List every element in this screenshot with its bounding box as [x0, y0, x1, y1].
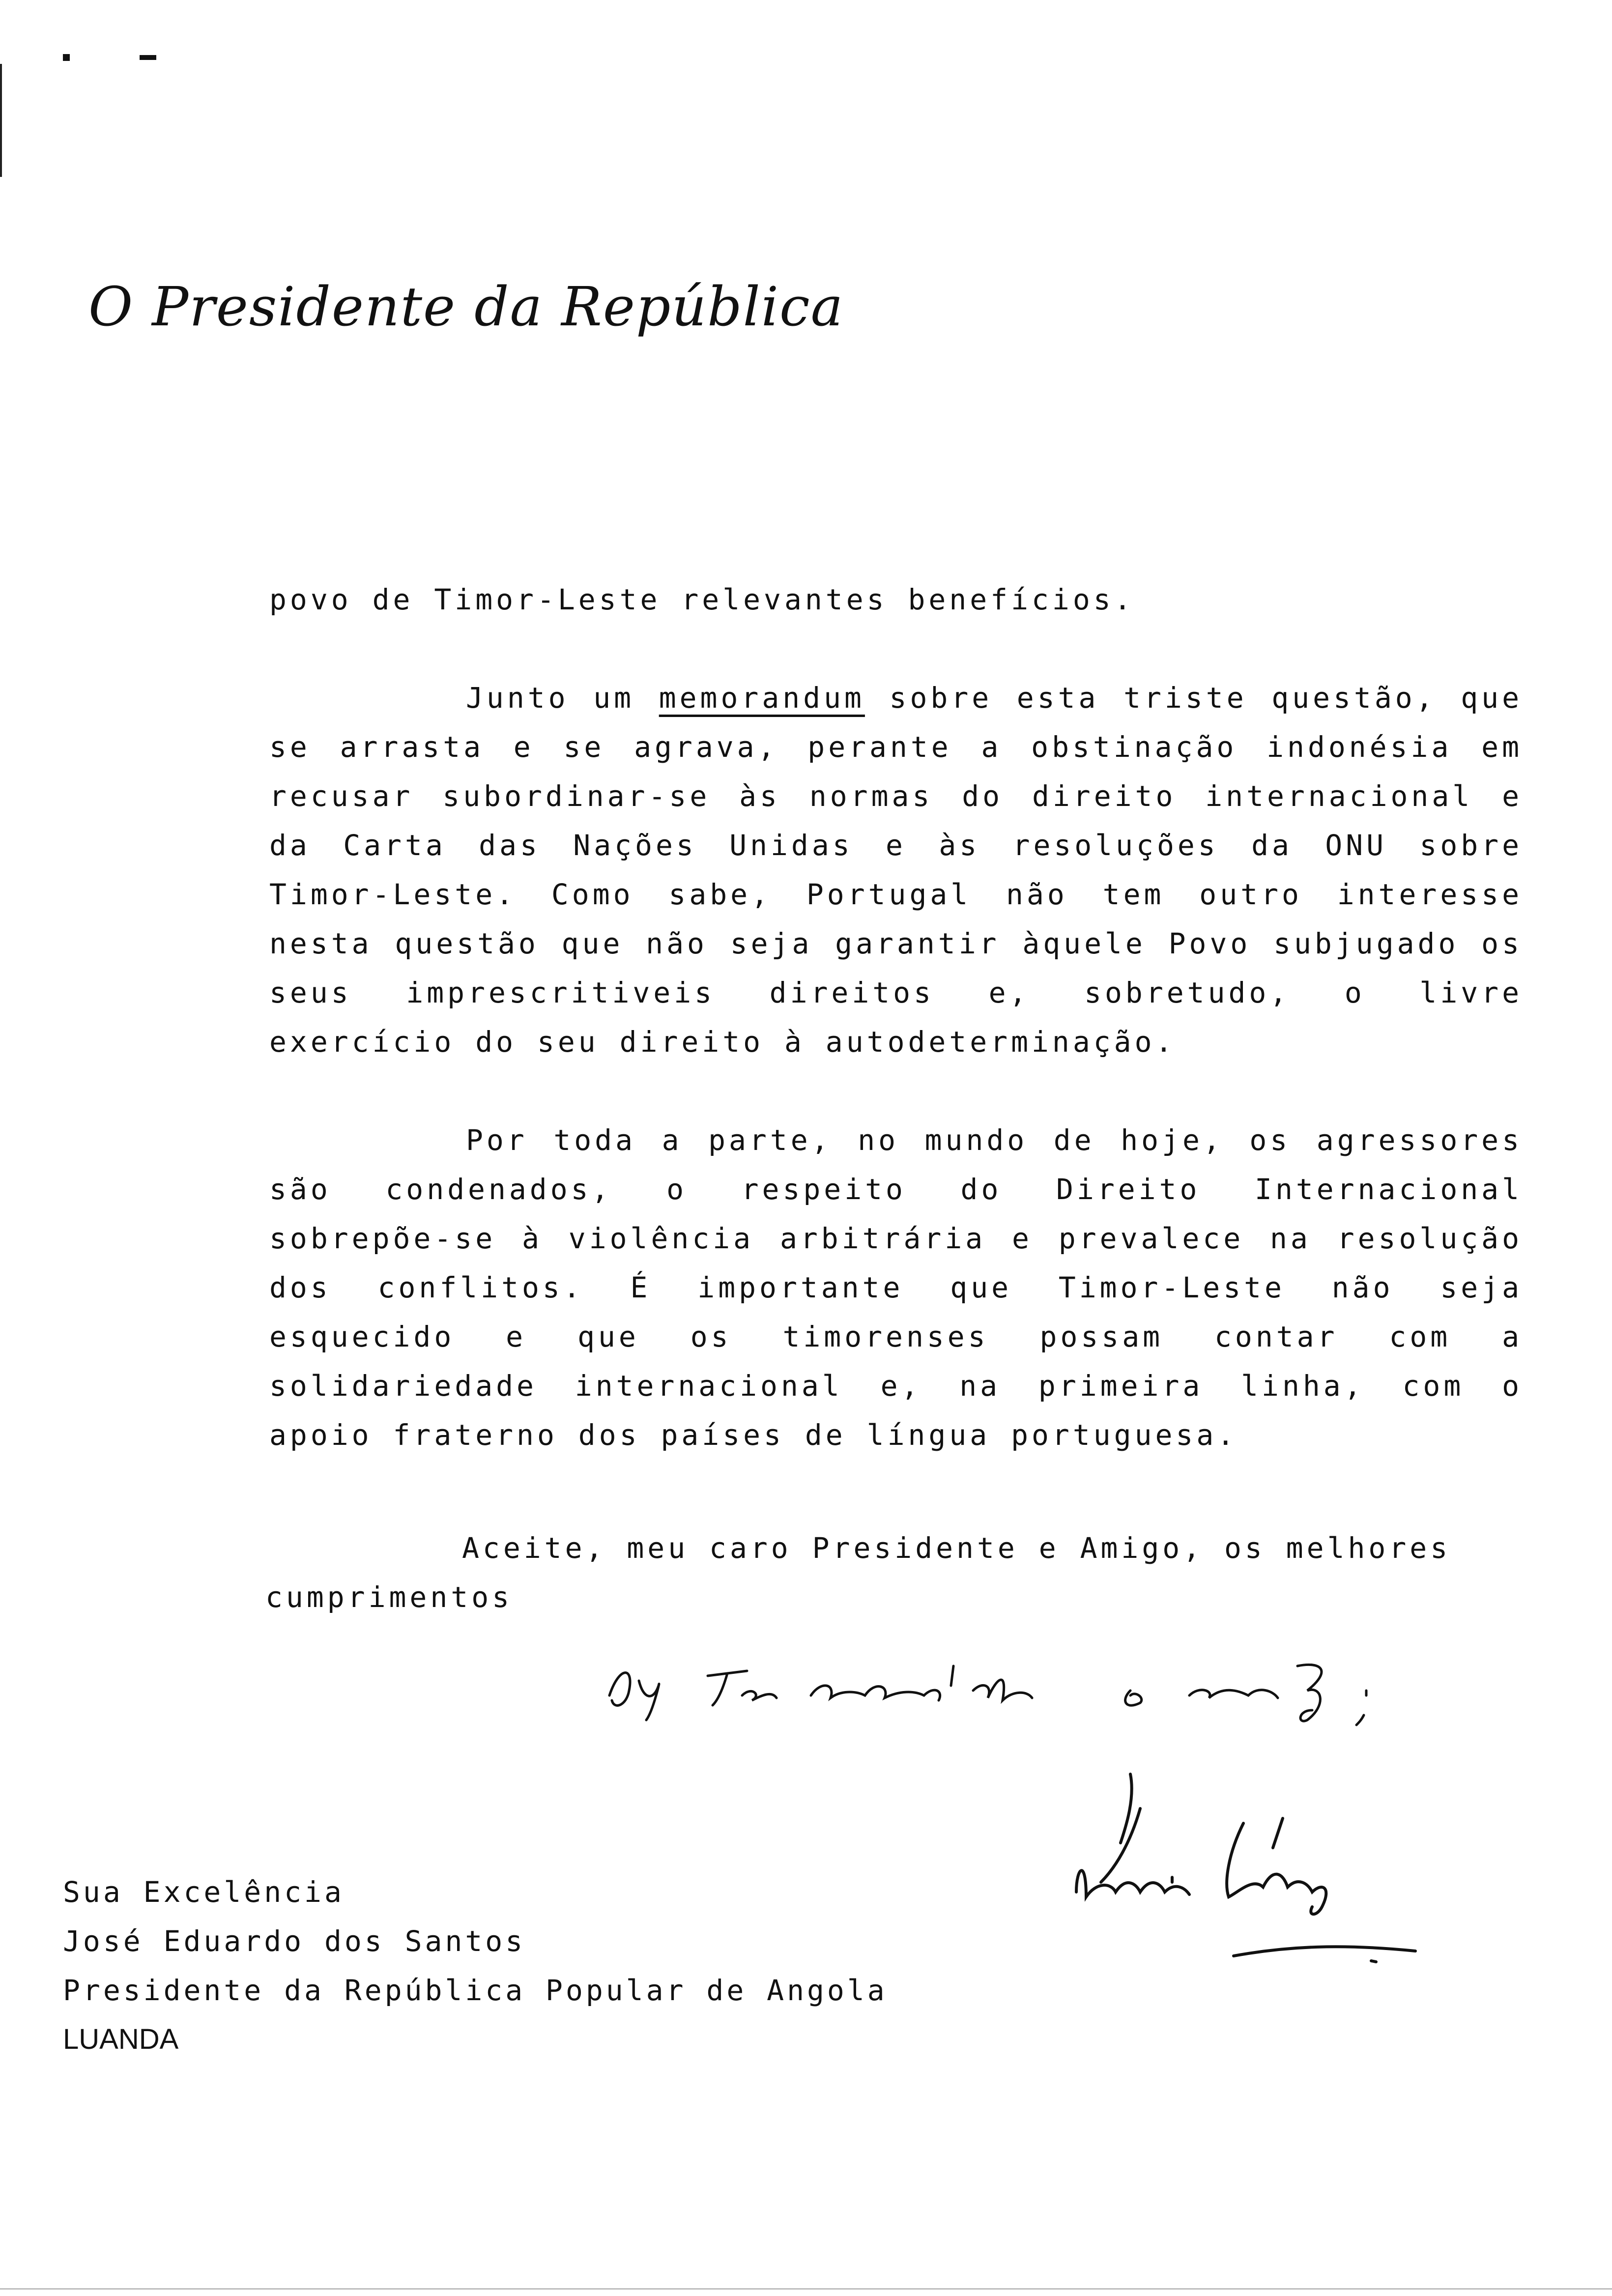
recipient-line-2: José Eduardo dos Santos — [63, 1924, 526, 1958]
letterhead-title: O Presidente da República — [88, 275, 844, 338]
paragraph-2-start: Junto um — [466, 681, 659, 715]
signature-text: Mário Soares — [1066, 1973, 1070, 1974]
scan-dot — [63, 54, 70, 61]
closing-line-2: cumprimentos — [265, 1580, 513, 1614]
handwritten-note — [600, 1636, 1484, 1735]
signature — [1066, 1769, 1420, 1976]
closing-salutation — [265, 1523, 1524, 1622]
recipient-line-3: Presidente da República Popular de Angola — [63, 1974, 888, 2007]
paragraph-3: Por toda a parte, no mundo de hoje, os agressores são condenados, o respeito do Direito Internacional sobrepõe-se à violência arbitrária e prevalece na resolução dos conflitos. É importante que Timor-Leste não seja esquecido e que os timorenses possam contar com a solidariedade internacional e, na primeira linha, com o apoio fraterno dos países de língua portuguesa. — [269, 1123, 1523, 1452]
paragraph-2 — [269, 673, 1523, 1066]
scan-bottom-edge — [0, 2288, 1612, 2290]
paragraph-2-rest: sobre esta triste questão, que se arrasta e se agrava, perante a obstinação indonésia em recusar subordinar-se às normas do direito internacional e da Carta das Nações Unidas e às resoluções da ONU sobre Timor-Leste. Como sabe, Portugal não tem outro interesse nesta questão que não seja garantir àquele Povo subjugado os seus imprescritiveis direitos e, sobretudo, o livre exercício do seu direito à autodeterminação. — [269, 681, 1523, 1059]
recipient-address — [63, 1867, 888, 2064]
handwritten-note-text: Os seus admiradores e amigo; — [600, 1732, 608, 1733]
underlined-word: memorandum — [659, 681, 865, 715]
scan-edge-mark — [0, 64, 2, 177]
recipient-line-1: Sua Excelência — [63, 1875, 345, 1909]
closing-line-1: Aceite, meu caro Presidente e Amigo, os melhores — [462, 1531, 1451, 1565]
paragraph-1: povo de Timor-Leste relevantes benefícios. — [269, 583, 1135, 616]
recipient-line-4: LUANDA — [63, 2023, 179, 2055]
letter-body — [269, 575, 1523, 1509]
scan-dash — [140, 55, 156, 60]
